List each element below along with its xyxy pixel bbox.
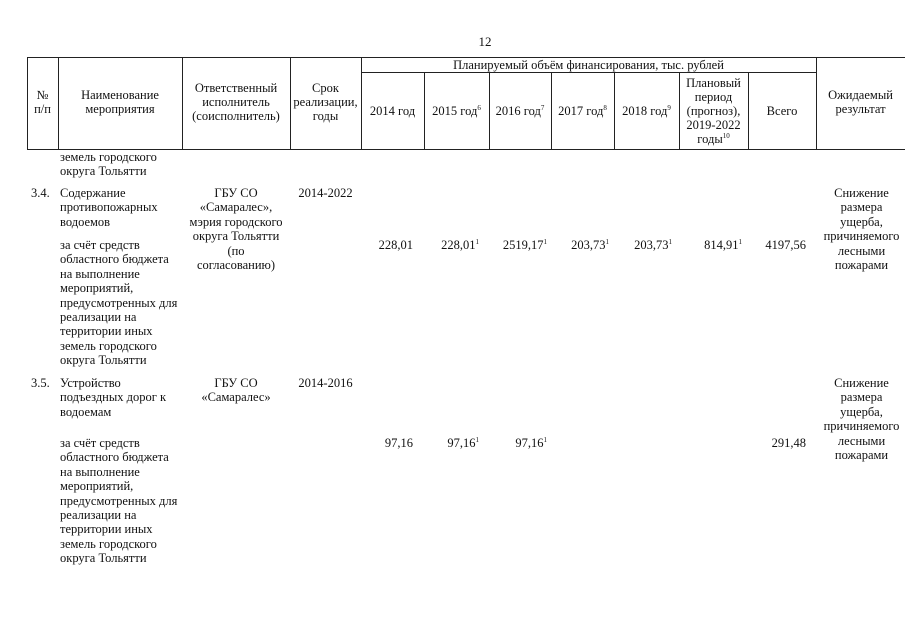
header-funding-title: Планируемый объём финансирования, тыс. рублей <box>453 58 724 72</box>
row-executor: ГБУ СО «Самаралес», мэрия городского округа Тольятти (по согласованию) <box>189 186 283 273</box>
value-2014: 97,16 <box>384 436 413 450</box>
header-term: Срок реализации, годы <box>293 81 358 123</box>
header-year-2014: 2014 год <box>369 104 416 118</box>
row-description: за счёт средств областного бюджета на выполнение мероприятий, предусмотренных для реализации на территории иных земель городского округа Тольятти <box>60 436 178 566</box>
row-title: Устройство подъездных дорог к водоемам <box>60 376 167 419</box>
row-title: Содержание противопожарных водоемов <box>60 186 158 229</box>
header-executor: Ответственный исполнитель (соисполнитель) <box>192 81 280 123</box>
header-year-2018: 2018 год$^9$ <box>622 103 671 118</box>
value-2015: 228,01$^1$ <box>441 237 479 252</box>
value-2014: 228,01 <box>378 238 413 252</box>
value-plan: 814,91$^1$ <box>704 237 742 252</box>
value-2018: 203,73$^1$ <box>634 237 672 252</box>
row-description: за счёт средств областного бюджета на выполнение мероприятий, предусмотренных для реализации на территории иных земель городского округа Тольятти <box>60 238 178 368</box>
value-2017: 203,73$^1$ <box>571 237 609 252</box>
continuation-text: земель городского округа Тольятти <box>60 150 157 179</box>
header-name: Наименование мероприятия <box>81 88 159 116</box>
header-plan-period: Плановый период (прогноз), 2019-2022 годы$^{10}$ <box>686 76 741 146</box>
header-result: Ожидаемый результат <box>828 88 893 116</box>
row-number: 3.4. <box>31 186 50 200</box>
value-total: 4197,56 <box>765 238 806 252</box>
header-num: № п/п <box>34 88 51 116</box>
header-total: Всего <box>766 104 798 118</box>
page-number: 12 <box>478 34 492 49</box>
row-number: 3.5. <box>31 376 50 390</box>
header-year-2017: 2017 год$^8$ <box>558 103 607 118</box>
value-2016: 2519,17$^1$ <box>502 237 547 252</box>
row-term: 2014-2022 <box>298 186 353 200</box>
row-term: 2014-2016 <box>298 376 353 390</box>
header-year-2016: 2016 год$^7$ <box>495 103 545 118</box>
row-result: Снижение размера ущерба, причиняемого лесными пожарами <box>823 376 900 463</box>
row-result: Снижение размера ущерба, причиняемого лесными пожарами <box>823 186 900 273</box>
value-total: 291,48 <box>771 436 806 450</box>
header-year-2015: 2015 год$^6$ <box>432 103 481 118</box>
row-executor: ГБУ СО «Самаралес» <box>201 376 271 405</box>
value-2015: 97,16$^1$ <box>447 435 479 450</box>
value-2016: 97,16$^1$ <box>515 435 547 450</box>
